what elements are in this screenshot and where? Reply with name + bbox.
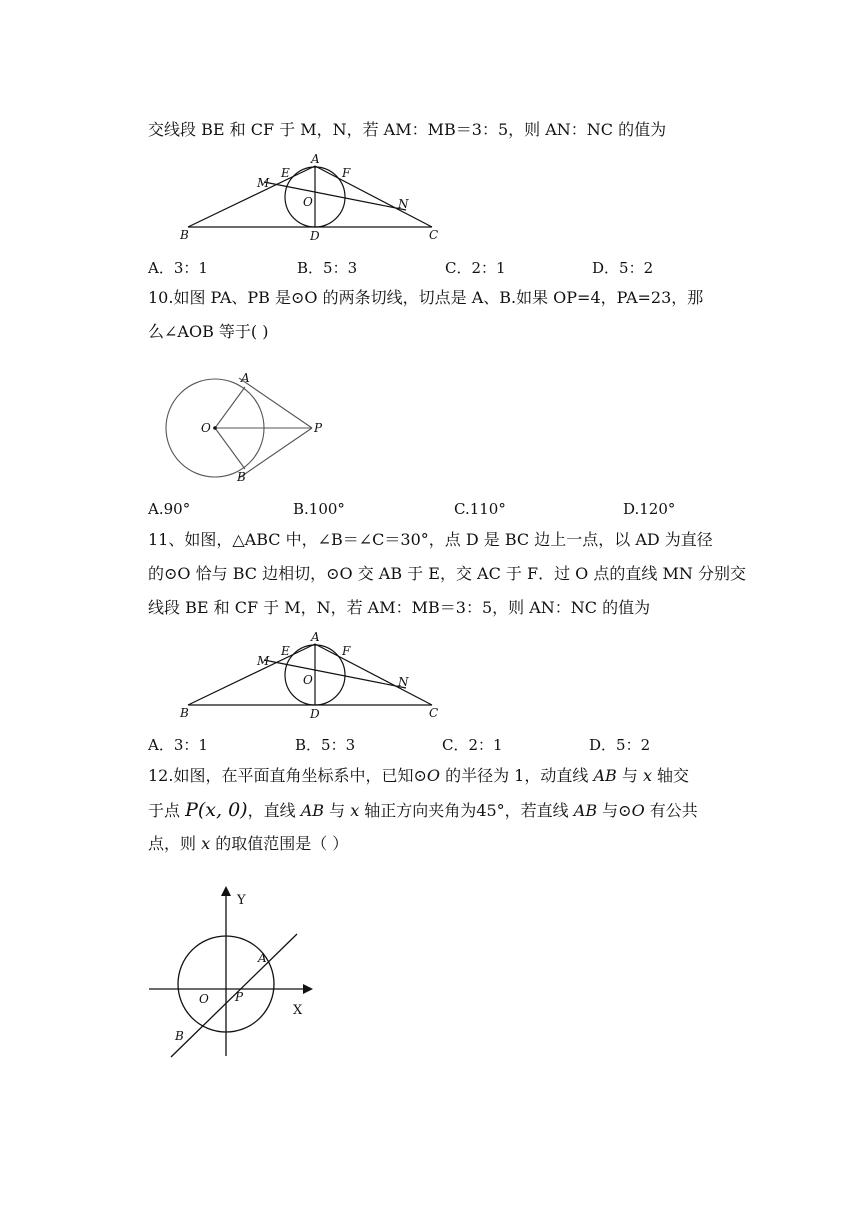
q12-l2-x: x — [350, 801, 360, 820]
q11-segment-ac — [315, 644, 432, 705]
q11-option-c[interactable]: C．2：1 — [442, 736, 503, 754]
q10-label-o: O — [201, 421, 211, 435]
q11-option-b[interactable]: B．5：3 — [295, 736, 356, 754]
q9-label-f: F — [342, 166, 351, 180]
q12-l1-part: 的半径为 1，动直线 — [439, 766, 594, 785]
q9-label-n: N — [398, 197, 409, 211]
q10-options — [148, 500, 708, 520]
q11-triangle-circle-figure — [176, 630, 446, 722]
q12-l2-point-p: P(x, 0) — [185, 799, 248, 821]
q9-text-line: 交线段 BE 和 CF 于 M，N，若 AM：MB＝3：5，则 AN：NC 的值为 — [148, 120, 667, 139]
q12-l2-part: ，若直线 — [504, 801, 574, 820]
q12-text-line-2 — [148, 800, 698, 821]
q11-text-line-2: 的⊙O 恰与 BC 边相切，⊙O 交 AB 于 E，交 AC 于 F．过 O 点的直线 MN 分别交 — [148, 564, 746, 583]
q9-label-a: A — [311, 152, 320, 166]
q12-x-arrow — [303, 984, 313, 994]
q10-label-a: A — [241, 371, 250, 385]
q10-option-a[interactable]: A.90° — [148, 500, 191, 518]
q9-triangle-circle-figure — [176, 152, 446, 244]
q9-label-b: B — [180, 228, 189, 242]
q11-label-o: O — [303, 673, 313, 687]
q12-l2-ab2: AB — [573, 801, 598, 820]
q12-l1-part: 轴交 — [651, 766, 690, 785]
q12-l3-x: x — [201, 834, 211, 853]
q9-label-o: O — [303, 195, 313, 209]
q12-y-arrow — [221, 886, 231, 896]
q12-l1-part: 12.如图，在平面直角坐标系中，已知⊙ — [148, 766, 427, 785]
q12-l2-part: 与⊙ — [597, 801, 632, 820]
q12-l2-part: 与 — [324, 801, 351, 820]
q10-label-b: B — [237, 470, 246, 484]
q11-label-n: N — [398, 675, 409, 689]
q11-option-d[interactable]: D．5：2 — [589, 736, 651, 754]
q9-option-b[interactable]: B．5：3 — [297, 259, 358, 277]
q11-label-b: B — [180, 706, 189, 720]
q9-options — [148, 257, 708, 277]
q9-option-d[interactable]: D．5：2 — [592, 259, 654, 277]
q12-l2-part: 于点 — [148, 801, 186, 820]
q10-text-line-2: 么∠AOB 等于( ) — [148, 322, 269, 341]
q10-tangent-pa — [239, 378, 312, 428]
q12-l2-part: 轴正方向夹角为 — [359, 801, 477, 820]
q9-option-a[interactable]: A．3：1 — [148, 259, 208, 277]
q9-segment-ac — [315, 166, 432, 227]
q10-label-p: P — [314, 421, 323, 435]
q11-label-c: C — [429, 706, 439, 720]
q11-label-m: M — [257, 654, 270, 668]
q12-label-a: A — [258, 951, 267, 965]
q11-option-a[interactable]: A．3：1 — [148, 736, 208, 754]
q10-center-dot — [213, 426, 217, 430]
q10-tangent-figure — [160, 368, 330, 488]
q12-l1-x: x — [642, 766, 652, 785]
q12-l1-o: O — [426, 766, 440, 785]
q11-label-e: E — [281, 644, 290, 658]
q11-label-d: D — [310, 707, 320, 721]
q12-label-y: Y — [237, 893, 246, 908]
q11-text-line-3: 线段 BE 和 CF 于 M，N，若 AM：MB＝3：5，则 AN：NC 的值为 — [148, 598, 651, 617]
q12-coordinate-figure — [145, 884, 320, 1059]
q10-option-d[interactable]: D.120° — [623, 500, 676, 518]
q10-tangent-pb — [239, 428, 312, 478]
q9-label-e: E — [281, 166, 290, 180]
q12-l2-ab: AB — [300, 801, 324, 820]
q10-text-line-1: 10.如图 PA、PB 是⊙O 的两条切线，切点是 A、B.如果 OP=4，PA=23，那 — [148, 288, 704, 307]
q12-label-o: O — [199, 992, 209, 1006]
q12-l3-part: 的取值范围是（ ） — [210, 834, 349, 853]
q11-label-a: A — [311, 630, 320, 644]
q12-l1-ab: AB — [593, 766, 617, 785]
q9-label-d: D — [310, 229, 320, 243]
q9-label-c: C — [429, 228, 439, 242]
q12-l2-part: 有公共 — [644, 801, 698, 820]
q10-radius-ob — [215, 428, 245, 469]
q12-label-b: B — [175, 1029, 184, 1043]
q12-l2-angle: 45° — [476, 801, 505, 820]
q10-option-b[interactable]: B.100° — [293, 500, 345, 518]
q12-l3-part: 点，则 — [148, 834, 202, 853]
q9-segment-ab — [188, 166, 315, 227]
q12-l1-part: 与 — [616, 766, 643, 785]
q11-label-f: F — [342, 644, 351, 658]
q11-text-line-1: 11、如图，△ABC 中，∠B＝∠C＝30°，点 D 是 BC 边上一点，以 AD 为直径 — [148, 530, 713, 549]
q11-options — [148, 734, 708, 754]
q9-label-m: M — [257, 176, 270, 190]
q12-text-line-3 — [148, 834, 348, 854]
q12-l2-part: ，直线 — [247, 801, 301, 820]
q10-option-c[interactable]: C.110° — [454, 500, 506, 518]
q12-text-line-1 — [148, 766, 689, 786]
q9-option-c[interactable]: C．2：1 — [445, 259, 506, 277]
q12-l2-o: O — [631, 801, 645, 820]
q10-radius-oa — [215, 387, 245, 428]
q12-label-p: P — [235, 990, 244, 1004]
q11-segment-ab — [188, 644, 315, 705]
q12-label-x: X — [293, 1003, 303, 1018]
